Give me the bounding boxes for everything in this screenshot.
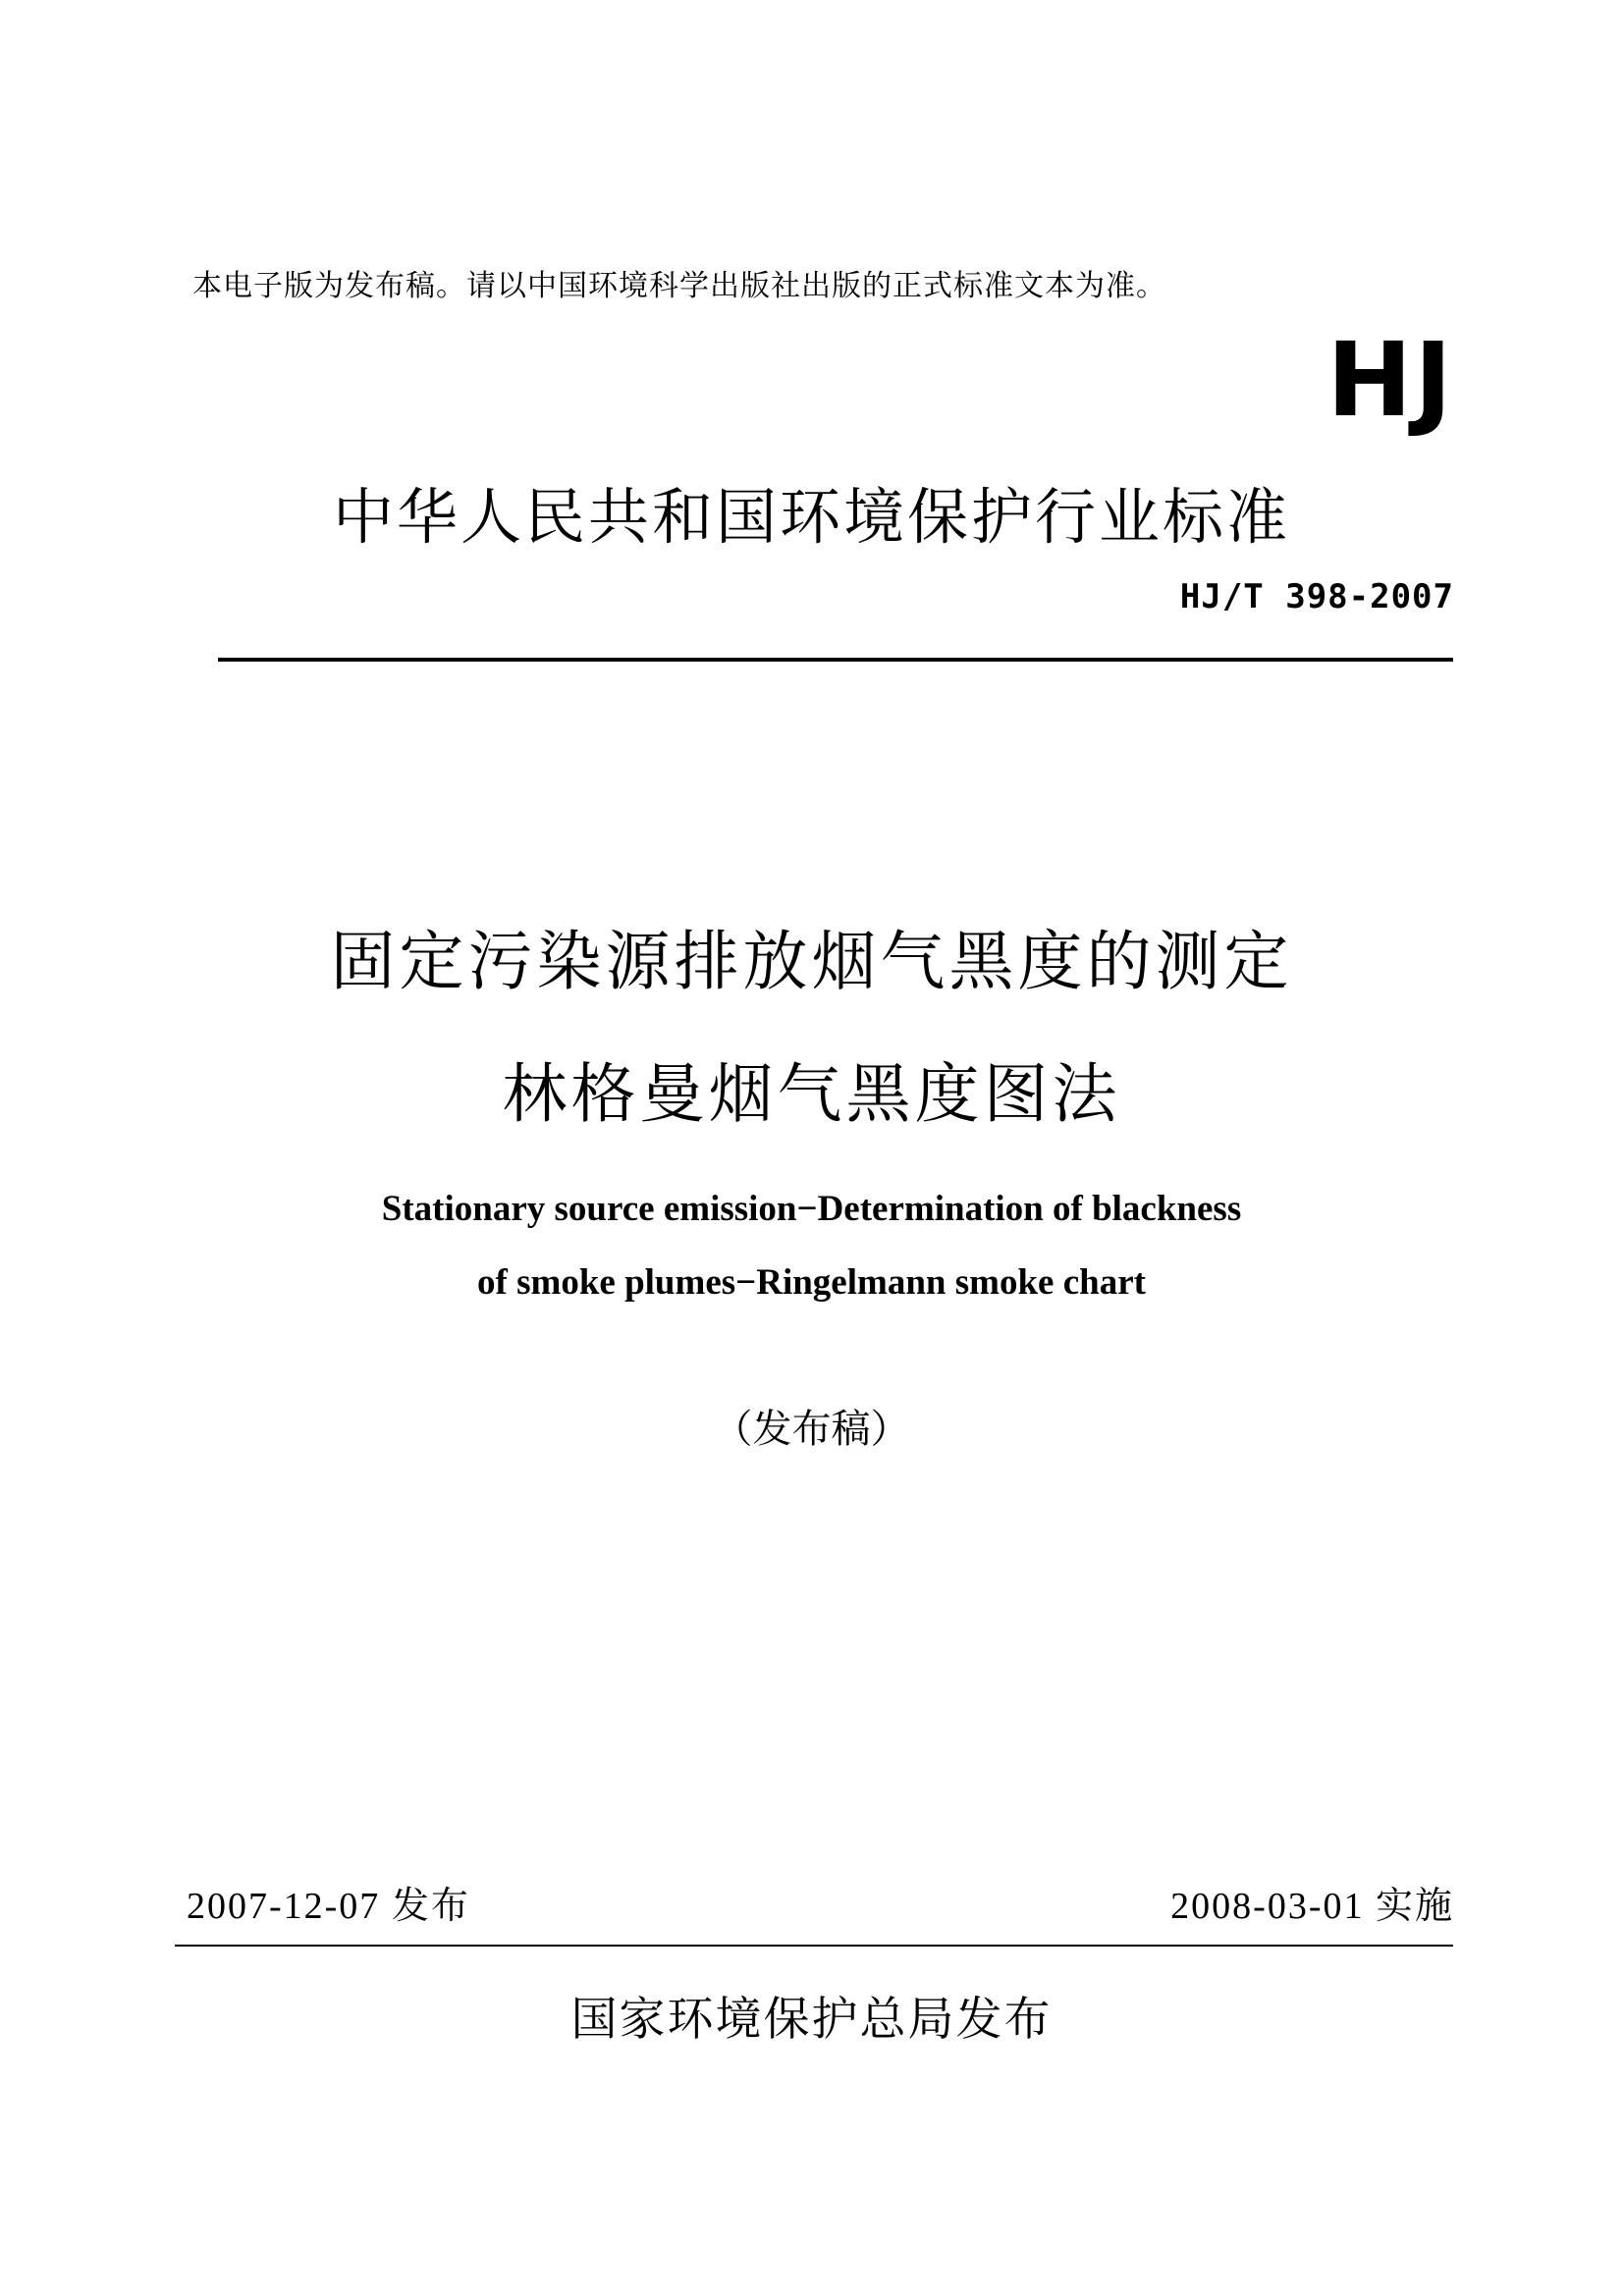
standard-number: HJ/T 398-2007 (1179, 577, 1454, 616)
hj-logo: HJ (1326, 320, 1454, 440)
effective-date-block (1170, 1875, 1454, 1929)
title-cn-line1: 固定污染源排放烟气黑度的测定 (330, 924, 1293, 999)
issue-date-block (187, 1875, 470, 1929)
title-en-line2: of smoke plumes−Ringelmann smoke chart (477, 1262, 1146, 1303)
title-cn-line2: 林格曼烟气黑度图法 (502, 1056, 1121, 1132)
publisher: 国家环境保护总局发布 (570, 1993, 1053, 2047)
top-divider (218, 658, 1453, 662)
effective-date: 2008-03-01 (1170, 1886, 1365, 1927)
release-notice: 本电子版为发布稿。请以中国环境科学出版社出版的正式标准文本为准。 (192, 269, 1166, 303)
standard-category: 中华人民共和国环境保护行业标准 (332, 481, 1290, 553)
title-en-line1: Stationary source emission−Determination of blackness (381, 1189, 1242, 1229)
draft-label: （发布稿） (713, 1407, 910, 1452)
issue-label: 发布 (391, 1886, 470, 1927)
issue-date: 2007-12-07 (187, 1886, 381, 1927)
effective-label: 实施 (1375, 1886, 1454, 1927)
bottom-divider (175, 1945, 1453, 1947)
